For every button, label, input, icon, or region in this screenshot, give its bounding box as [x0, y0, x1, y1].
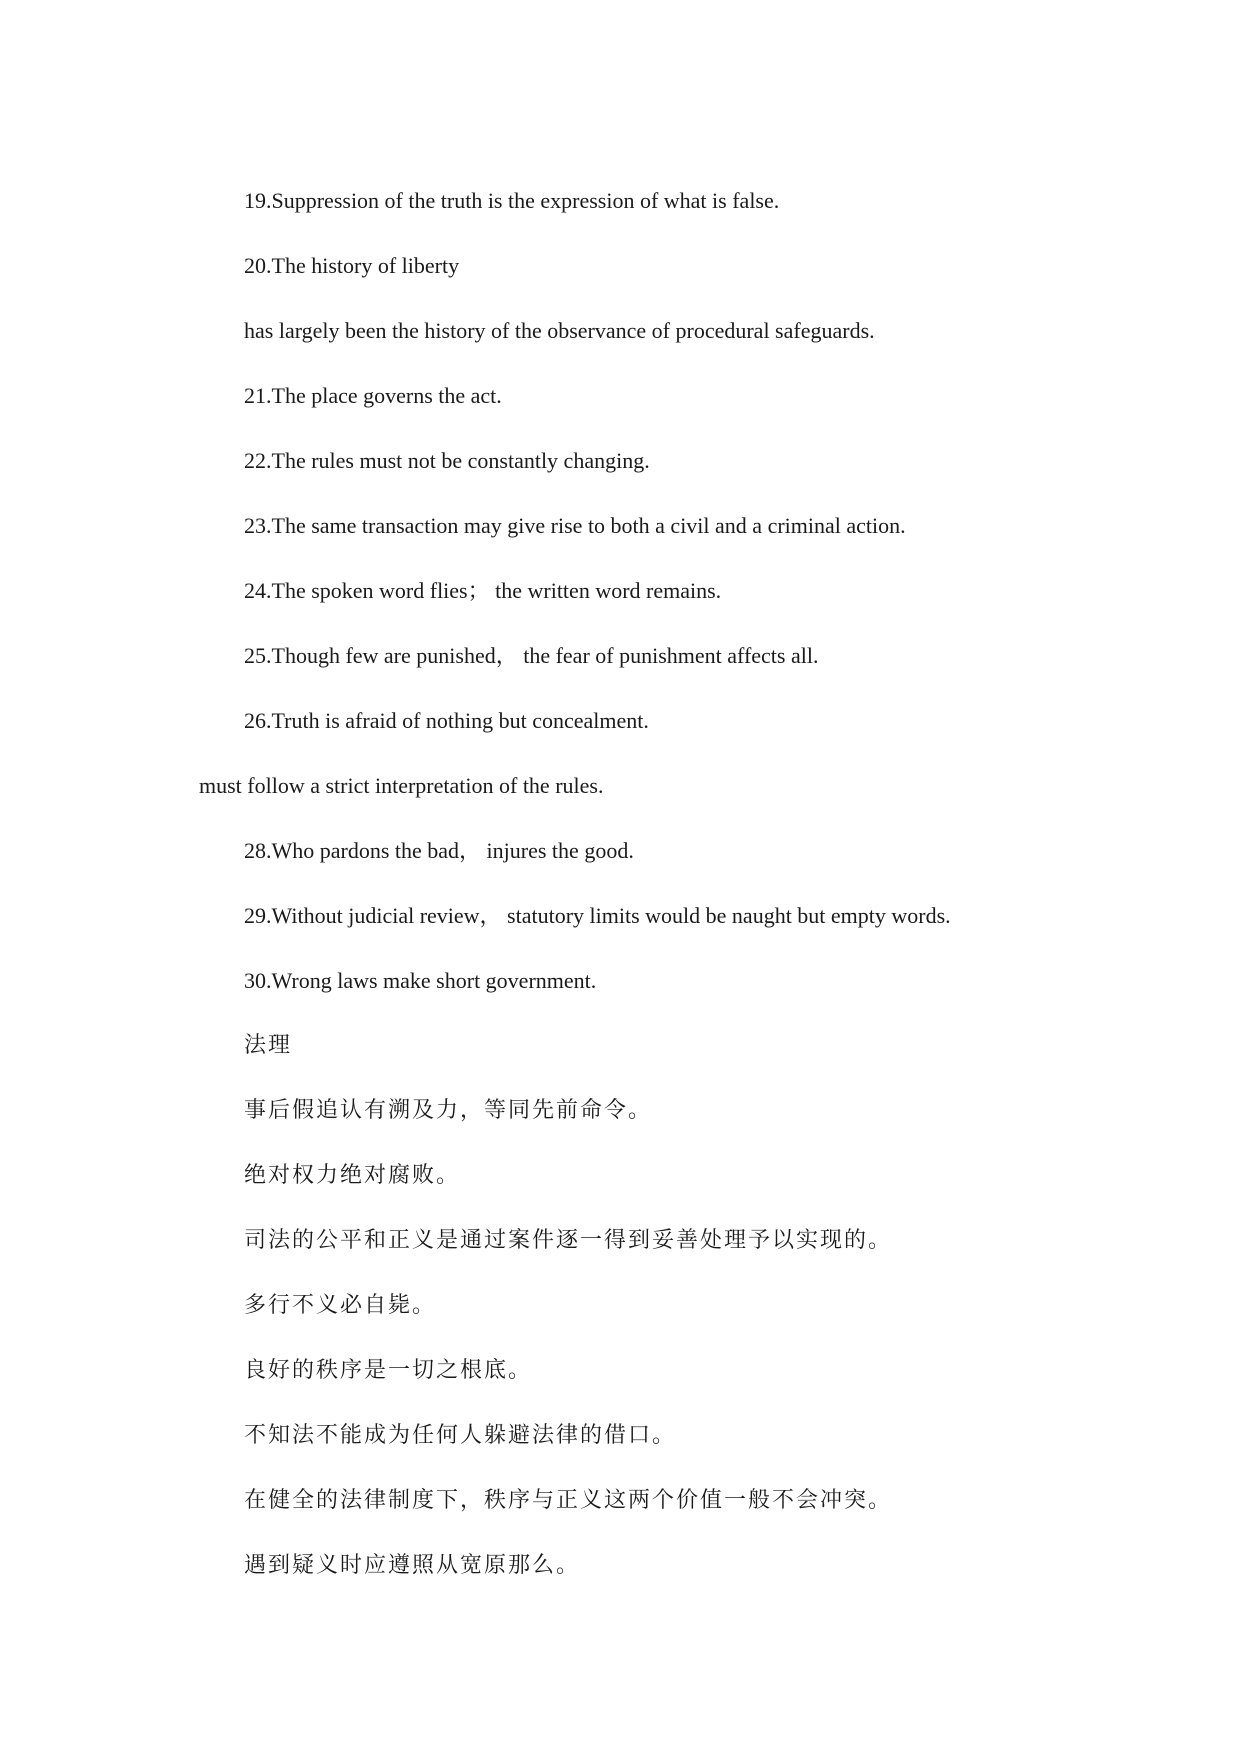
chinese-maxim-2: 绝对权力绝对腐败。 — [244, 1163, 461, 1188]
chinese-maxim-5: 良好的秩序是一切之根底。 — [244, 1358, 533, 1383]
chinese-maxim-7: 在健全的法律制度下，秩序与正义这两个价值一般不会冲突。 — [244, 1488, 893, 1513]
maxim-19: 19.Suppression of the truth is the expression of what is false. — [244, 188, 780, 213]
section-heading: 法理 — [244, 1033, 293, 1058]
chinese-maxim-1: 事后假追认有溯及力，等同先前命令。 — [244, 1098, 653, 1123]
maxim-23: 23.The same transaction may give rise to both a civil and a criminal action. — [244, 513, 906, 538]
maxim-29: 29.Without judicial review， statutory limits would be naught but empty words. — [244, 903, 951, 928]
maxim-20-part-1: 20.The history of liberty — [244, 253, 460, 278]
maxim-28: 28.Who pardons the bad， injures the good. — [244, 838, 634, 863]
chinese-maxim-6: 不知法不能成为任何人躲避法律的借口。 — [244, 1423, 677, 1448]
maxim-24: 24.The spoken word flies； the written word remains. — [244, 578, 722, 603]
maxim-25: 25.Though few are punished， the fear of punishment affects all. — [244, 643, 819, 668]
chinese-maxim-4: 多行不义必自毙。 — [244, 1293, 437, 1318]
chinese-maxim-3: 司法的公平和正义是通过案件逐一得到妥善处理予以实现的。 — [244, 1228, 893, 1253]
maxim-20-part-2: has largely been the history of the observance of procedural safeguards. — [244, 318, 875, 343]
chinese-maxim-8: 遇到疑义时应遵照从宽原那么。 — [244, 1553, 581, 1578]
maxim-22: 22.The rules must not be constantly changing. — [244, 448, 650, 473]
maxim-21: 21.The place governs the act. — [244, 383, 502, 408]
maxim-26: 26.Truth is afraid of nothing but concealment. — [244, 708, 649, 733]
maxim-30: 30.Wrong laws make short government. — [244, 968, 597, 993]
maxim-27-fragment: must follow a strict interpretation of the rules. — [199, 773, 604, 798]
